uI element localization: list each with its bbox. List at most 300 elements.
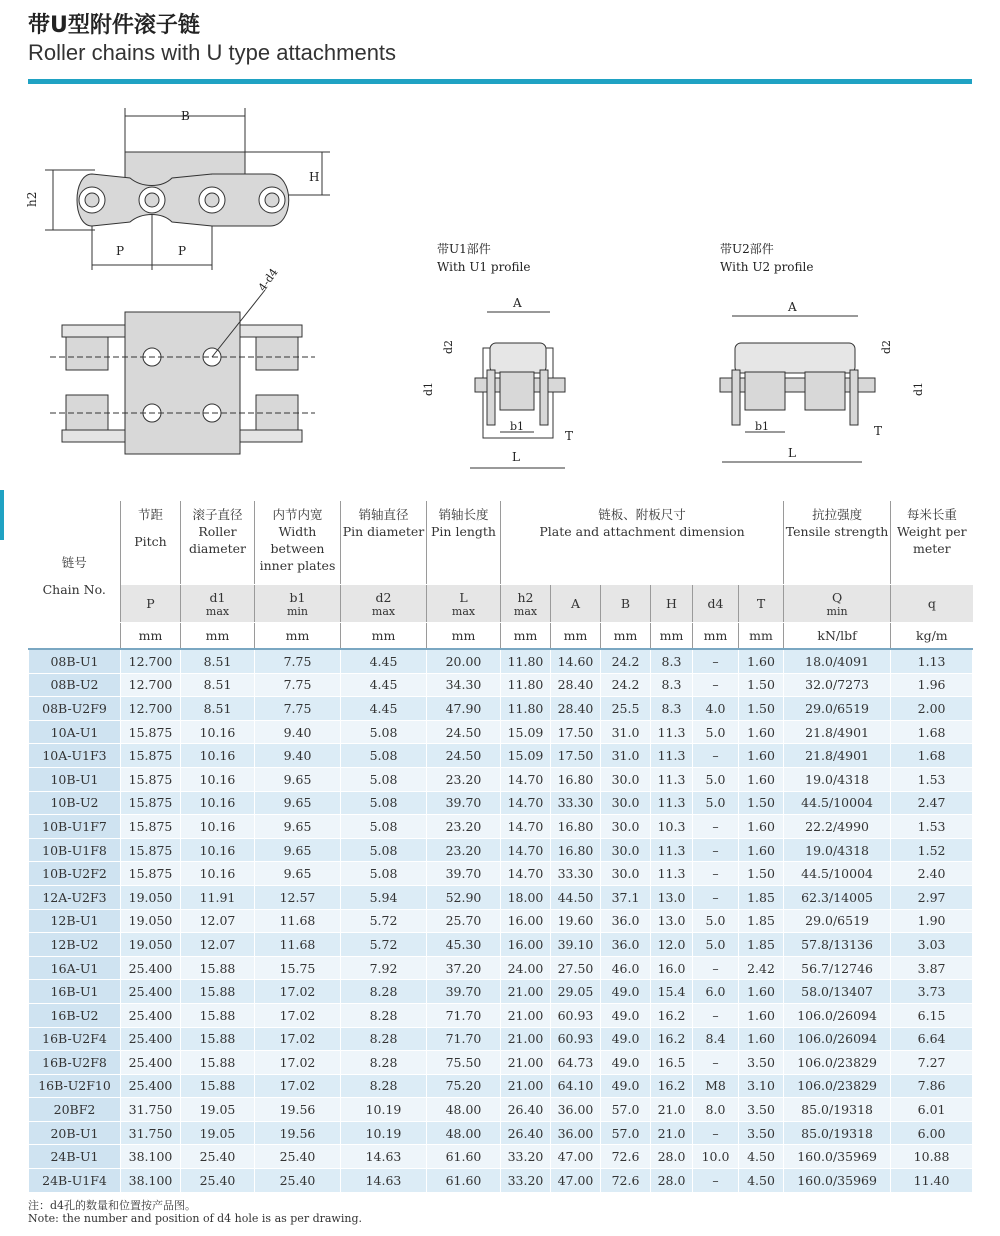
table-cell: 16.2 — [651, 1027, 693, 1051]
table-cell: 39.70 — [427, 791, 501, 815]
table-cell: 25.400 — [121, 1027, 181, 1051]
table-cell: 1.85 — [739, 885, 784, 909]
table-cell: 17.50 — [551, 744, 601, 768]
table-cell: 12.700 — [121, 649, 181, 673]
table-cell: 25.400 — [121, 956, 181, 980]
table-cell: 15.875 — [121, 862, 181, 886]
table-cell: 10.16 — [181, 720, 255, 744]
symbol-header-6 — [551, 585, 601, 623]
table-cell: 8.3 — [651, 697, 693, 721]
roller-diameter-header-en: Roller diameter — [188, 524, 247, 556]
table-row — [29, 1098, 973, 1122]
table-cell: 1.85 — [739, 909, 784, 933]
u2-profile-drawing — [720, 316, 875, 462]
table-cell: 1.52 — [891, 838, 973, 862]
weight-header-cn: 每米长重 — [906, 507, 957, 522]
table-cell: 2.42 — [739, 956, 784, 980]
table-cell: 30.0 — [601, 862, 651, 886]
table-cell: 21.00 — [501, 1051, 551, 1075]
table-cell: 15.875 — [121, 720, 181, 744]
table-cell: 75.20 — [427, 1074, 501, 1098]
table-cell: 29.05 — [551, 980, 601, 1004]
table-cell: 61.60 — [427, 1145, 501, 1169]
table-cell: 19.56 — [255, 1121, 341, 1145]
chain-no-cell: 08B-U2 — [29, 673, 121, 697]
table-cell: 1.85 — [739, 933, 784, 957]
table-cell: 5.08 — [341, 862, 427, 886]
table-cell: 58.0/13407 — [784, 980, 891, 1004]
label-L-u2: L — [788, 446, 796, 460]
table-cell: 31.750 — [121, 1098, 181, 1122]
table-row — [29, 980, 973, 1004]
table-cell: 10.16 — [181, 838, 255, 862]
table-cell: 28.40 — [551, 697, 601, 721]
chain-no-cell: 10A-U1 — [29, 720, 121, 744]
symbol-header-9 — [693, 585, 739, 623]
table-cell: 19.05 — [181, 1121, 255, 1145]
chain-no-cell: 12B-U2 — [29, 933, 121, 957]
table-cell: 10.16 — [181, 791, 255, 815]
unit-cell-12: kg/m — [891, 623, 973, 650]
unit-cell-0: mm — [121, 623, 181, 650]
table-cell: 64.73 — [551, 1051, 601, 1075]
table-cell: 30.0 — [601, 815, 651, 839]
table-cell: 1.60 — [739, 744, 784, 768]
chain-no-cell: 12A-U2F3 — [29, 885, 121, 909]
table-cell: 4.45 — [341, 673, 427, 697]
table-cell: 5.08 — [341, 720, 427, 744]
table-cell: 16.2 — [651, 1003, 693, 1027]
table-cell: 44.5/10004 — [784, 862, 891, 886]
chain-no-cell: 10B-U1 — [29, 767, 121, 791]
table-cell: 1.50 — [739, 673, 784, 697]
table-cell: 25.400 — [121, 1074, 181, 1098]
table-cell: 24.2 — [601, 649, 651, 673]
table-cell: 39.70 — [427, 980, 501, 1004]
table-cell: 19.56 — [255, 1098, 341, 1122]
table-cell: – — [693, 649, 739, 673]
symbol-label: H — [666, 596, 677, 611]
table-cell: 36.0 — [601, 909, 651, 933]
table-cell: 47.00 — [551, 1169, 601, 1193]
label-A-u1: A — [513, 296, 522, 310]
table-cell: 33.20 — [501, 1169, 551, 1193]
table-row — [29, 744, 973, 768]
table-cell: 6.00 — [891, 1121, 973, 1145]
table-cell: 15.4 — [651, 980, 693, 1004]
table-cell: 19.050 — [121, 885, 181, 909]
table-cell: – — [693, 815, 739, 839]
table-cell: 1.60 — [739, 1027, 784, 1051]
table-cell: 11.40 — [891, 1169, 973, 1193]
label-d1-u1: d1 — [422, 381, 435, 396]
symbol-header-7 — [601, 585, 651, 623]
table-cell: 8.0 — [693, 1098, 739, 1122]
table-cell: 11.80 — [501, 673, 551, 697]
table-cell: 25.40 — [255, 1145, 341, 1169]
pitch-header-en: Pitch — [134, 534, 167, 549]
table-cell: 24.2 — [601, 673, 651, 697]
chain-no-cell: 24B-U1 — [29, 1145, 121, 1169]
table-cell: 16.0 — [651, 956, 693, 980]
table-cell: 10.19 — [341, 1098, 427, 1122]
table-cell: 8.4 — [693, 1027, 739, 1051]
table-cell: – — [693, 744, 739, 768]
table-cell: 7.86 — [891, 1074, 973, 1098]
table-cell: 9.65 — [255, 815, 341, 839]
table-cell: 33.30 — [551, 862, 601, 886]
table-cell: 9.40 — [255, 744, 341, 768]
table-cell: 5.94 — [341, 885, 427, 909]
table-cell: 14.70 — [501, 862, 551, 886]
table-cell: 15.875 — [121, 767, 181, 791]
label-L-u1: L — [512, 450, 520, 464]
table-row — [29, 838, 973, 862]
table-cell: 72.6 — [601, 1145, 651, 1169]
table-row — [29, 1074, 973, 1098]
table-cell: 61.60 — [427, 1169, 501, 1193]
chain-spec-table — [28, 501, 973, 1193]
table-cell: 48.00 — [427, 1098, 501, 1122]
table-cell: 4.45 — [341, 697, 427, 721]
table-cell: 29.0/6519 — [784, 909, 891, 933]
table-cell: 5.08 — [341, 815, 427, 839]
table-cell: – — [693, 1121, 739, 1145]
symbol-header-0 — [121, 585, 181, 623]
table-row — [29, 933, 973, 957]
table-cell: 57.0 — [601, 1098, 651, 1122]
table-cell: 38.100 — [121, 1169, 181, 1193]
table-cell: 60.93 — [551, 1027, 601, 1051]
symbol-label: b1 — [289, 589, 306, 605]
unit-cell-6: mm — [551, 623, 601, 650]
symbol-label: P — [146, 596, 155, 611]
symbol-header-3 — [341, 585, 427, 623]
table-row — [29, 649, 973, 673]
table-cell: 9.40 — [255, 720, 341, 744]
table-cell: 10.16 — [181, 767, 255, 791]
table-cell: 5.72 — [341, 933, 427, 957]
table-cell: 106.0/23829 — [784, 1051, 891, 1075]
table-cell: 24.50 — [427, 744, 501, 768]
plate-dimension-header-en: Plate and attachment dimension — [539, 524, 745, 539]
label-d4: 4-d4 — [255, 265, 281, 294]
table-cell: – — [693, 1003, 739, 1027]
table-cell: 75.50 — [427, 1051, 501, 1075]
title-divider — [28, 79, 972, 84]
pin-length-header-en: Pin length — [431, 524, 496, 539]
table-cell: 19.05 — [181, 1098, 255, 1122]
symbol-label: q — [927, 596, 936, 611]
table-cell: 106.0/26094 — [784, 1027, 891, 1051]
table-cell: 30.0 — [601, 838, 651, 862]
symbol-header-2 — [255, 585, 341, 623]
table-cell: 10.19 — [341, 1121, 427, 1145]
table-cell: 8.28 — [341, 1074, 427, 1098]
table-cell: 21.00 — [501, 1003, 551, 1027]
chain-no-header-en: Chain No. — [42, 582, 106, 597]
symbol-label: B — [620, 596, 631, 611]
table-cell: 5.08 — [341, 744, 427, 768]
label-P-2: P — [178, 244, 187, 258]
table-cell: 9.65 — [255, 791, 341, 815]
table-cell: 4.0 — [693, 697, 739, 721]
table-cell: 34.30 — [427, 673, 501, 697]
table-cell: – — [693, 1169, 739, 1193]
table-cell: 11.91 — [181, 885, 255, 909]
table-cell: 52.90 — [427, 885, 501, 909]
symbol-header-10 — [739, 585, 784, 623]
table-cell: 11.3 — [651, 720, 693, 744]
table-cell: 38.100 — [121, 1145, 181, 1169]
roller-diameter-header — [181, 502, 255, 585]
unit-header-row — [29, 623, 973, 650]
table-cell: 8.51 — [181, 649, 255, 673]
table-cell: 15.88 — [181, 1003, 255, 1027]
table-cell: 5.72 — [341, 909, 427, 933]
table-cell: 16.2 — [651, 1074, 693, 1098]
table-cell: 33.30 — [551, 791, 601, 815]
pitch-header — [121, 502, 181, 585]
table-cell: 5.0 — [693, 767, 739, 791]
table-cell: 72.6 — [601, 1169, 651, 1193]
table-cell: 11.3 — [651, 767, 693, 791]
table-cell: 1.60 — [739, 1003, 784, 1027]
chain-no-header-cn: 链号 — [61, 555, 87, 570]
table-cell: 26.40 — [501, 1098, 551, 1122]
table-row — [29, 1051, 973, 1075]
inner-width-header-cn: 内节内宽 — [272, 507, 323, 522]
table-cell: 15.75 — [255, 956, 341, 980]
chain-no-header — [29, 502, 121, 623]
chain-no-cell: 08B-U1 — [29, 649, 121, 673]
table-cell: 10.3 — [651, 815, 693, 839]
table-cell: 26.40 — [501, 1121, 551, 1145]
symbol-header-12 — [891, 585, 973, 623]
table-cell: 31.750 — [121, 1121, 181, 1145]
table-cell: 19.050 — [121, 909, 181, 933]
table-cell: 16.80 — [551, 767, 601, 791]
table-cell: 37.20 — [427, 956, 501, 980]
table-cell: 29.0/6519 — [784, 697, 891, 721]
table-cell: 10.16 — [181, 744, 255, 768]
table-cell: 1.60 — [739, 815, 784, 839]
table-cell: 25.40 — [181, 1145, 255, 1169]
table-cell: 160.0/35969 — [784, 1169, 891, 1193]
table-cell: 2.40 — [891, 862, 973, 886]
symbol-header-1 — [181, 585, 255, 623]
table-cell: 1.90 — [891, 909, 973, 933]
table-cell: 44.50 — [551, 885, 601, 909]
table-cell: 160.0/35969 — [784, 1145, 891, 1169]
table-row — [29, 791, 973, 815]
table-cell: 28.0 — [651, 1145, 693, 1169]
table-cell: 4.45 — [341, 649, 427, 673]
table-cell: 2.00 — [891, 697, 973, 721]
table-cell: 47.00 — [551, 1145, 601, 1169]
table-cell: 25.5 — [601, 697, 651, 721]
table-cell: 3.03 — [891, 933, 973, 957]
table-cell: 30.0 — [601, 767, 651, 791]
table-cell: 31.0 — [601, 720, 651, 744]
table-cell: 15.88 — [181, 1051, 255, 1075]
table-cell: 25.400 — [121, 1003, 181, 1027]
table-cell: 14.70 — [501, 791, 551, 815]
symbol-qualifier: min — [826, 604, 848, 618]
table-row — [29, 956, 973, 980]
pin-diameter-header-en: Pin diameter — [342, 524, 425, 539]
symbol-qualifier: max — [451, 604, 476, 618]
table-cell: M8 — [693, 1074, 739, 1098]
table-cell: 71.70 — [427, 1003, 501, 1027]
table-cell: 10.0 — [693, 1145, 739, 1169]
page-title-en: Roller chains with U type attachments — [28, 40, 397, 65]
table-cell: – — [693, 1051, 739, 1075]
table-cell: 57.0 — [601, 1121, 651, 1145]
table-cell: 12.07 — [181, 933, 255, 957]
table-cell: 3.73 — [891, 980, 973, 1004]
table-cell: 8.28 — [341, 1027, 427, 1051]
chain-no-cell: 24B-U1F4 — [29, 1169, 121, 1193]
table-cell: 9.65 — [255, 862, 341, 886]
side-accent-mark — [0, 490, 4, 540]
table-cell: 6.15 — [891, 1003, 973, 1027]
table-cell: 13.0 — [651, 909, 693, 933]
symbol-header-row — [29, 585, 973, 623]
table-cell: 21.0 — [651, 1121, 693, 1145]
unit-cell-8: mm — [651, 623, 693, 650]
table-cell: 44.5/10004 — [784, 791, 891, 815]
table-cell: 5.0 — [693, 791, 739, 815]
chain-no-cell: 10B-U1F7 — [29, 815, 121, 839]
table-cell: 15.875 — [121, 815, 181, 839]
table-cell: 6.64 — [891, 1027, 973, 1051]
table-cell: 48.00 — [427, 1121, 501, 1145]
table-cell: 7.92 — [341, 956, 427, 980]
table-row — [29, 1027, 973, 1051]
table-cell: 36.00 — [551, 1121, 601, 1145]
inner-width-header-en: Width between inner plates — [259, 524, 336, 573]
unit-cell-1: mm — [181, 623, 255, 650]
page-title-cn: 带U型附件滚子链 — [28, 13, 200, 38]
table-row — [29, 862, 973, 886]
symbol-label: Q — [831, 589, 843, 605]
table-cell: 8.3 — [651, 673, 693, 697]
table-cell: 8.51 — [181, 673, 255, 697]
table-row — [29, 767, 973, 791]
pin-length-header-cn: 销轴长度 — [438, 507, 489, 522]
chain-no-cell: 16B-U1 — [29, 980, 121, 1004]
u1-caption-en: With U1 profile — [437, 260, 531, 274]
table-cell: 19.0/4318 — [784, 767, 891, 791]
table-cell: 25.40 — [181, 1169, 255, 1193]
tensile-strength-header-en: Tensile strength — [785, 524, 889, 539]
table-cell: 47.90 — [427, 697, 501, 721]
table-cell: 1.50 — [739, 697, 784, 721]
symbol-label: d2 — [375, 589, 392, 605]
table-cell: 16.00 — [501, 909, 551, 933]
table-cell: 1.96 — [891, 673, 973, 697]
tensile-strength-header-cn: 抗拉强度 — [812, 507, 863, 522]
table-cell: 18.00 — [501, 885, 551, 909]
label-P-1: P — [116, 244, 125, 258]
unit-cell-5: mm — [501, 623, 551, 650]
table-row — [29, 720, 973, 744]
table-cell: 27.50 — [551, 956, 601, 980]
table-cell: 13.0 — [651, 885, 693, 909]
label-T-u2: T — [874, 424, 883, 438]
symbol-header-5 — [501, 585, 551, 623]
table-cell: 10.88 — [891, 1145, 973, 1169]
table-row — [29, 885, 973, 909]
table-cell: 1.53 — [891, 815, 973, 839]
table-cell: 49.0 — [601, 1051, 651, 1075]
table-cell: – — [693, 838, 739, 862]
table-cell: 14.63 — [341, 1169, 427, 1193]
table-cell: 32.0/7273 — [784, 673, 891, 697]
table-cell: 12.07 — [181, 909, 255, 933]
inner-width-header — [255, 502, 341, 585]
table-cell: 21.8/4901 — [784, 744, 891, 768]
table-cell: 1.13 — [891, 649, 973, 673]
table-cell: 8.3 — [651, 649, 693, 673]
table-cell: 5.08 — [341, 838, 427, 862]
chain-no-cell: 10B-U1F8 — [29, 838, 121, 862]
unit-cell-3: mm — [341, 623, 427, 650]
unit-cell-2: mm — [255, 623, 341, 650]
table-row — [29, 815, 973, 839]
symbol-header-8 — [651, 585, 693, 623]
symbol-header-4 — [427, 585, 501, 623]
table-cell: 21.8/4901 — [784, 720, 891, 744]
table-cell: 16.80 — [551, 838, 601, 862]
chain-no-cell: 08B-U2F9 — [29, 697, 121, 721]
top-view-drawing — [50, 290, 315, 454]
table-cell: 3.10 — [739, 1074, 784, 1098]
table-cell: 17.02 — [255, 1027, 341, 1051]
table-cell: 45.30 — [427, 933, 501, 957]
symbol-label: A — [570, 596, 581, 611]
u1-profile-drawing — [470, 312, 565, 468]
table-cell: 14.63 — [341, 1145, 427, 1169]
unit-cell-9: mm — [693, 623, 739, 650]
table-cell: 5.08 — [341, 767, 427, 791]
chain-no-cell: 10B-U2F2 — [29, 862, 121, 886]
table-cell: 3.50 — [739, 1051, 784, 1075]
plate-dimension-header-cn: 链板、附板尺寸 — [598, 507, 686, 522]
table-cell: 21.00 — [501, 1074, 551, 1098]
table-cell: 17.02 — [255, 980, 341, 1004]
pin-diameter-header — [341, 502, 427, 585]
table-cell: 11.80 — [501, 697, 551, 721]
table-row — [29, 909, 973, 933]
chain-no-cell: 10A-U1F3 — [29, 744, 121, 768]
table-cell: 1.50 — [739, 791, 784, 815]
symbol-qualifier: min — [286, 604, 309, 618]
chain-no-cell: 20B-U1 — [29, 1121, 121, 1145]
chain-no-cell: 16B-U2F4 — [29, 1027, 121, 1051]
table-cell: 16.5 — [651, 1051, 693, 1075]
table-cell: 4.50 — [739, 1169, 784, 1193]
table-cell: 37.1 — [601, 885, 651, 909]
label-h2: h2 — [25, 191, 39, 207]
chain-spec-table-body — [29, 649, 973, 1192]
table-cell: 11.3 — [651, 862, 693, 886]
table-cell: 11.3 — [651, 791, 693, 815]
table-cell: 15.875 — [121, 791, 181, 815]
table-cell: 14.70 — [501, 838, 551, 862]
table-row — [29, 673, 973, 697]
